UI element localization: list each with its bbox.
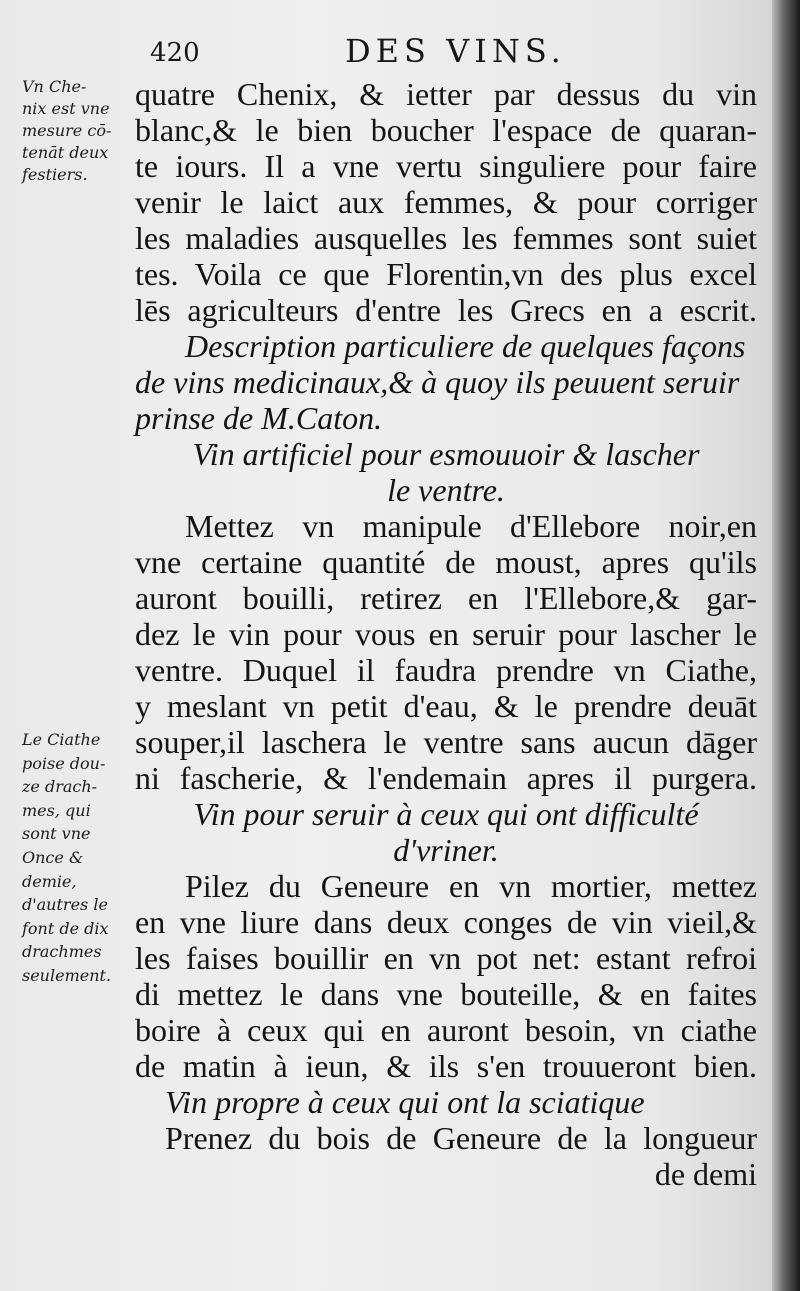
margin-line: Once &	[22, 847, 84, 867]
margin-line: font de dix	[22, 918, 109, 938]
text-line: tes. Voila ce que Florentin,vn des plus excel	[135, 256, 757, 292]
section-heading: Description particuliere de quelques façons	[185, 328, 746, 364]
text-line: blanc,& le bien boucher l'espace de quaran-	[135, 112, 757, 148]
margin-line: tenāt deux	[22, 143, 109, 162]
margin-line: mesure cō-	[22, 121, 112, 140]
recipe-heading: d'vriner.	[393, 832, 499, 868]
margin-line: nix est vne	[22, 99, 110, 118]
text-line: di mettez le dans vne bouteille, & en faites	[135, 976, 757, 1012]
recipe-heading: le ventre.	[387, 472, 505, 508]
text-line: y meslant vn petit d'eau, & le prendre deuāt	[135, 688, 757, 724]
text-line: ventre. Duquel il faudra prendre vn Ciathe,	[135, 652, 757, 688]
page-number: 420	[150, 38, 200, 68]
text-line: Pilez du Geneure en vn mortier, mettez	[185, 868, 757, 904]
book-spine-shadow	[772, 0, 800, 1291]
section-heading: prinse de M.Caton.	[135, 400, 383, 436]
margin-line: Le Ciathe	[22, 730, 101, 749]
text-line: de matin à ieun, & ils s'en trouueront bien.	[135, 1048, 757, 1084]
recipe-heading: Vin artificiel pour esmouuoir & lascher	[192, 436, 700, 472]
text-line: quatre Chenix, & ietter par dessus du vin	[135, 76, 757, 112]
margin-line: mes, qui	[22, 800, 91, 820]
text-line: te iours. Il a vne vertu singuliere pour faire	[135, 148, 757, 184]
margin-note-chenix	[22, 76, 111, 186]
catchword-line: de demi	[654, 1156, 757, 1192]
page-header	[0, 32, 772, 72]
text-line: les faises bouillir en vn pot net: estant refroi	[135, 940, 757, 976]
margin-line: sont vne	[22, 824, 91, 844]
margin-note-ciathe	[22, 728, 111, 988]
text-line: dez le vin pour vous en seruir pour lascher le	[135, 616, 757, 652]
margin-line: d'autres le	[22, 895, 108, 915]
text-line: Mettez vn manipule d'Ellebore noir,en	[185, 508, 757, 544]
text-line: boire à ceux qui en auront besoin, vn ciathe	[135, 1012, 757, 1048]
text-line: auront bouilli, retirez en l'Ellebore,& gar-	[135, 580, 757, 616]
body-text	[135, 76, 757, 1192]
margin-line: Vn Che-	[22, 77, 87, 96]
text-line: en vne liure dans deux conges de vin vieil,&	[135, 904, 757, 940]
text-line: les maladies ausquelles les femmes sont suiet	[135, 220, 757, 256]
text-line: venir le laict aux femmes, & pour corriger	[135, 184, 757, 220]
text-line: souper,il laschera le ventre sans aucun dāger	[135, 724, 757, 760]
margin-line: festiers.	[22, 165, 88, 184]
text-line: vne certaine quantité de moust, apres qu'ils	[135, 544, 757, 580]
margin-line: poise dou-	[22, 753, 106, 773]
text-line: Prenez du bois de Geneure de la longueur	[165, 1120, 757, 1156]
section-heading: de vins medicinaux,& à quoy ils peuuent seruir	[135, 364, 740, 400]
margin-line: drachmes	[22, 942, 102, 962]
text-line: ni fascherie, & l'endemain apres il purgera.	[135, 760, 757, 796]
recipe-heading: Vin pour seruir à ceux qui ont difficulté	[193, 796, 699, 832]
text-line: lēs agriculteurs d'entre les Grecs en a escrit.	[135, 292, 757, 328]
margin-line: ze drach-	[22, 777, 98, 797]
running-title: DES VINS.	[345, 32, 566, 70]
margin-line: seulement.	[22, 965, 112, 985]
recipe-heading: Vin propre à ceux qui ont la sciatique	[165, 1084, 645, 1120]
margin-line: demie,	[22, 871, 77, 891]
